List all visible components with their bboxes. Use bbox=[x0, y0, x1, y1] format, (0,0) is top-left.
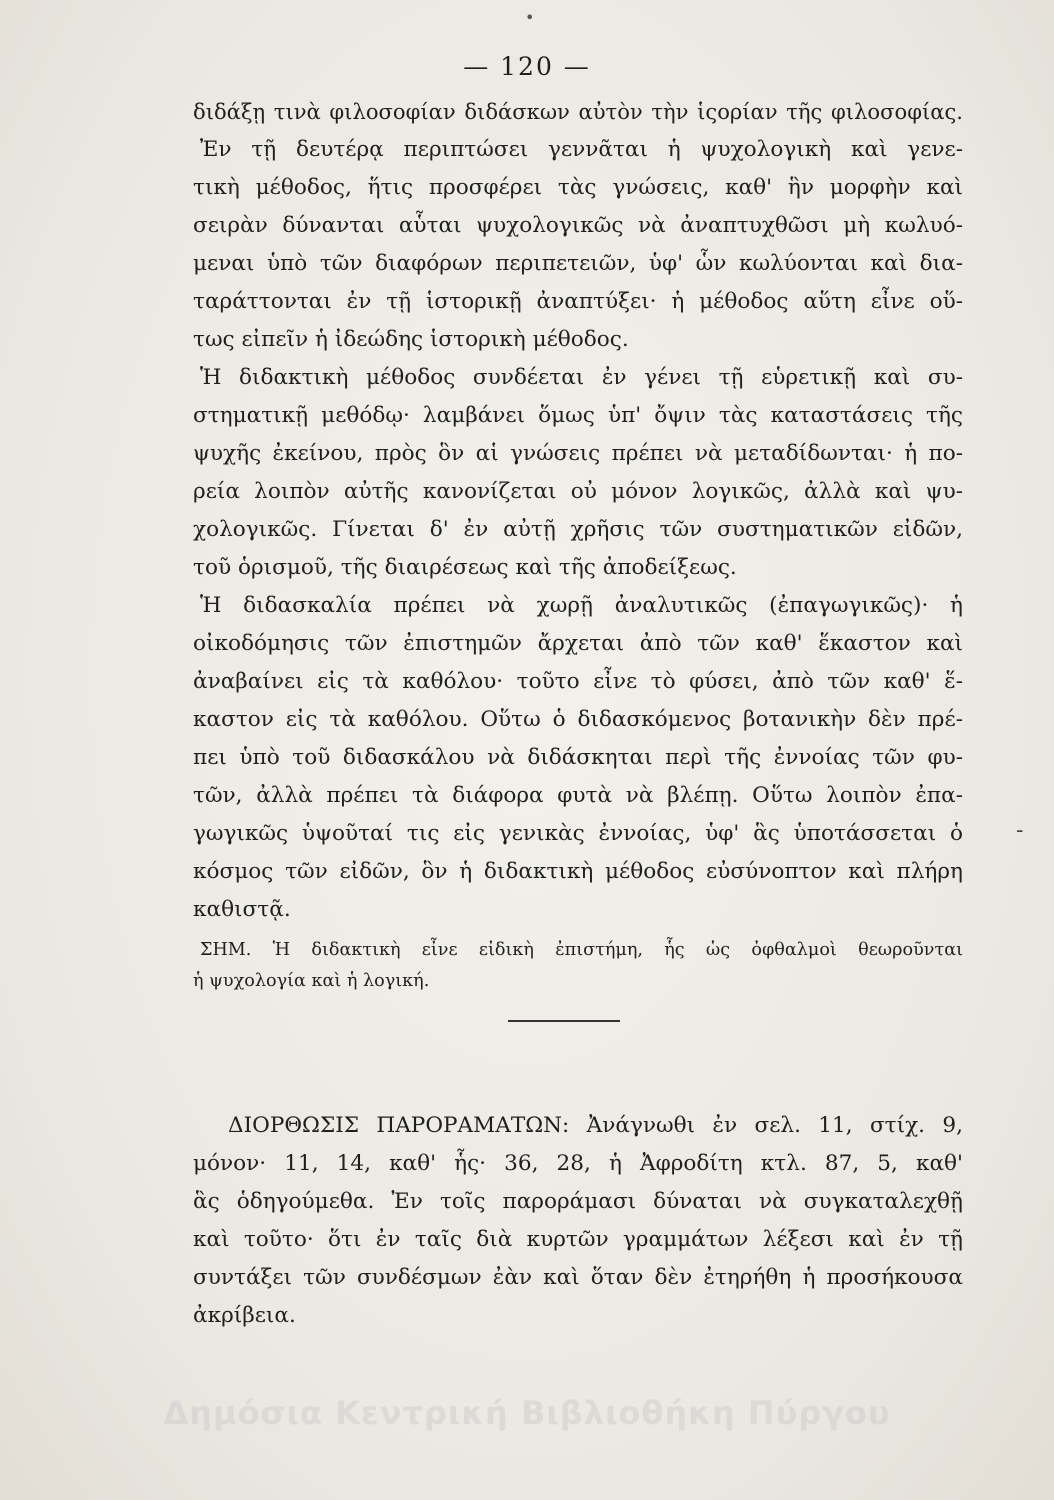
page-number: — 120 — bbox=[463, 52, 591, 81]
text-line: ρεία λοιπὸν αὐτῆς κανονίζεται οὐ μόνον λογικῶς, ἀλλὰ καὶ ψυ- bbox=[193, 479, 963, 504]
text-line: τικὴ μέθοδος, ἥτις προσφέρει τὰς γνώσεις, καθ' ἣν μορφὴν καὶ bbox=[193, 175, 963, 200]
section-divider bbox=[508, 1020, 620, 1022]
errata-line: ἃς ὁδηγούμεθα. Ἐν τοῖς παροράμασι δύναται νὰ συγκαταλεχθῇ bbox=[193, 1189, 963, 1214]
text-line: στηματικῇ μεθόδῳ· λαμβάνει ὅμως ὑπ' ὄψιν τὰς καταστάσεις τῆς bbox=[193, 403, 963, 428]
text-line: Ἡ διδακτικὴ μέθοδος συνδέεται ἐν γένει τῇ εὑρετικῇ καὶ συ- bbox=[200, 365, 963, 390]
page-speck: • bbox=[525, 8, 535, 27]
errata-line: ΔΙΟΡΘΩΣΙΣ ΠΑΡΟΡΑΜΑΤΩΝ: Ἀνάγνωθι ἐν σελ. 11, στίχ. 9, bbox=[228, 1113, 963, 1138]
text-line: διδάξῃ τινὰ φιλοσοφίαν διδάσκων αὐτὸν τὴν ἱςορίαν τῆς φιλοσοφίας. bbox=[193, 99, 963, 124]
text-line: σειρὰν δύνανται αὗται ψυχολογικῶς νὰ ἀναπτυχθῶσι μὴ κωλυό- bbox=[193, 213, 963, 238]
errata-line: ἀκρίβεια. bbox=[193, 1303, 296, 1328]
text-line: τῶν, ἀλλὰ πρέπει τὰ διάφορα φυτὰ νὰ βλέπῃ. Οὕτω λοιπὸν ἐπα- bbox=[193, 783, 963, 808]
note-line: ἡ ψυχολογία καὶ ἡ λογική. bbox=[193, 971, 430, 991]
library-watermark: Δημόσια Κεντρική Βιβλιοθήκη Πύργου bbox=[163, 1394, 891, 1432]
text-line: ψυχῆς ἐκείνου, πρὸς ὃν αἱ γνώσεις πρέπει νὰ μεταδίδωνται· ἡ πο- bbox=[193, 441, 963, 466]
text-line: πει ὑπὸ τοῦ διδασκάλου νὰ διδάσκηται περὶ τῆς ἐννοίας τῶν φυ- bbox=[193, 745, 963, 770]
text-line: Ἐν τῇ δευτέρᾳ περιπτώσει γεννᾶται ἡ ψυχολογικὴ καὶ γενε- bbox=[200, 137, 963, 162]
errata-line: καὶ τοῦτο· ὅτι ἐν ταῖς διὰ κυρτῶν γραμμάτων λέξεσι καὶ ἐν τῇ bbox=[193, 1227, 963, 1252]
text-line: γωγικῶς ὑψοῦταί τις εἰς γενικὰς ἐννοίας, ὑφ' ἃς ὑποτάσσεται ὁ bbox=[193, 821, 963, 846]
note-line: ΣΗΜ. Ἡ διδακτικὴ εἶνε εἰδικὴ ἐπιστήμη, ἧς ὡς ὀφθαλμοὶ θεωροῦνται bbox=[200, 940, 963, 960]
text-line: ταράττονται ἐν τῇ ἱστορικῇ ἀναπτύξει· ἡ μέθοδος αὕτη εἶνε οὕ- bbox=[193, 289, 963, 314]
text-line: ἀναβαίνει εἰς τὰ καθόλου· τοῦτο εἶνε τὸ φύσει, ἀπὸ τῶν καθ' ἕ- bbox=[193, 669, 963, 694]
text-line: καθιστᾷ. bbox=[193, 897, 291, 922]
text-line: καστον εἰς τὰ καθόλου. Οὕτω ὁ διδασκόμενος βοτανικὴν δὲν πρέ- bbox=[193, 707, 963, 732]
text-line: τως εἰπεῖν ἡ ἰδεώδης ἱστορικὴ μέθοδος. bbox=[193, 327, 629, 352]
margin-mark: - bbox=[1016, 818, 1024, 843]
text-line: τοῦ ὁρισμοῦ, τῆς διαιρέσεως καὶ τῆς ἀποδείξεως. bbox=[193, 555, 737, 580]
text-line: οἰκοδόμησις τῶν ἐπιστημῶν ἄρχεται ἀπὸ τῶν καθ' ἕκαστον καὶ bbox=[193, 631, 963, 656]
errata-line: συντάξει τῶν συνδέσμων ἐὰν καὶ ὅταν δὲν ἐτηρήθη ἡ προσήκουσα bbox=[193, 1265, 963, 1290]
errata-line: μόνον· 11, 14, καθ' ἧς· 36, 28, ἡ Ἀφροδίτη κτλ. 87, 5, καθ' bbox=[193, 1151, 963, 1176]
text-line: χολογικῶς. Γίνεται δ' ἐν αὐτῇ χρῆσις τῶν συστηματικῶν εἰδῶν, bbox=[193, 517, 963, 542]
text-line: Ἡ διδασκαλία πρέπει νὰ χωρῇ ἀναλυτικῶς (ἐπαγωγικῶς)· ἡ bbox=[200, 593, 963, 618]
text-line: κόσμος τῶν εἰδῶν, ὃν ἡ διδακτικὴ μέθοδος εὐσύνοπτον καὶ πλήρη bbox=[193, 859, 963, 884]
text-line: μεναι ὑπὸ τῶν διαφόρων περιπετειῶν, ὑφ' ὧν κωλύονται καὶ δια- bbox=[193, 251, 963, 276]
